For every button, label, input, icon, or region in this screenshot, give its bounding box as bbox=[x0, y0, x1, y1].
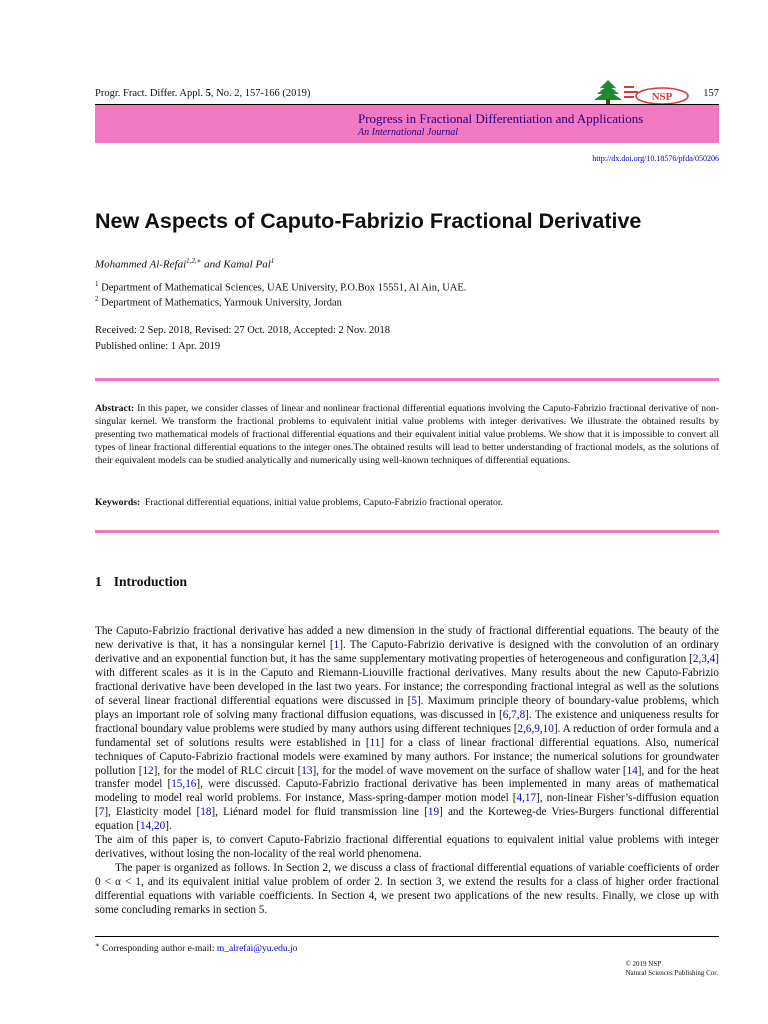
citation-link[interactable]: 14,20 bbox=[140, 820, 166, 833]
citation-link[interactable]: 11 bbox=[369, 736, 381, 749]
section-title: Introduction bbox=[113, 574, 188, 589]
author-name: Kamal Pal bbox=[223, 258, 271, 271]
affiliation: $^2$ Department of Mathematics, Yarmouk University, Jordan bbox=[95, 295, 342, 309]
author-marks: 1 bbox=[270, 257, 275, 265]
logo-text: NSP bbox=[651, 91, 673, 103]
paragraph: The aim of this paper is, to convert Caputo-Fabrizio fractional differential equations to equivalent initial value problems with integer derivatives, without losing the non-locality of the real world phenomena. bbox=[95, 834, 719, 861]
citation-link[interactable]: 1 bbox=[333, 638, 340, 651]
abstract-text: In this paper, we consider classes of linear and nonlinear fractional differential equations involving the Caputo-Fabrizio fractional derivative of non-singular kernel. We transform the fractional problems to equivalent initial value problems with integer derivatives. We illustrate the obtained results by presenting two mathematical models of fractional differential equations and their equivalent initial value problems. We show that it is impossible to convert all types of linear fractional differential equations to the integer ones.The obtained results will lead to better understanding of fractional models, as the solutions of their equivalent models can be studied analytically and numerically using well-known techniques of differential equations. bbox=[95, 403, 719, 467]
citation-link[interactable]: 18 bbox=[200, 806, 212, 819]
citation-link[interactable]: 13 bbox=[301, 764, 313, 777]
received-dates: Received: 2 Sep. 2018, Revised: 27 Oct. 2018, Accepted: 2 Nov. 2018 bbox=[95, 325, 391, 336]
page-number: 157 bbox=[703, 88, 719, 99]
author-name: Mohammed Al-Refai bbox=[95, 258, 187, 271]
copyright: © 2019 NSP Natural Sciences Publishing Cor. bbox=[625, 960, 718, 977]
volume-number: 5 bbox=[205, 88, 211, 99]
citation-link[interactable]: 14 bbox=[626, 764, 638, 777]
citation-link[interactable]: 19 bbox=[427, 806, 440, 819]
keywords bbox=[95, 497, 503, 508]
author-marks: 1,2,∗ bbox=[186, 257, 202, 265]
citation: Progr. Fract. Differ. Appl. 5, No. 2, 157-166 (2019) bbox=[95, 88, 311, 99]
section-heading bbox=[95, 574, 187, 590]
section-number: 1 bbox=[95, 574, 102, 589]
citation-link[interactable]: 7 bbox=[98, 806, 105, 819]
footnote: ∗ Corresponding author e-mail: m_alrefai@yu.edu.jo bbox=[95, 941, 298, 955]
abstract bbox=[95, 402, 719, 467]
published-date: Published online: 1 Apr. 2019 bbox=[95, 341, 221, 352]
citation-link[interactable]: 5 bbox=[411, 694, 417, 707]
doi-link[interactable]: http://dx.doi.org/10.18576/pfda/050206 bbox=[592, 154, 719, 163]
journal-subtitle: An International Journal bbox=[358, 127, 458, 138]
introduction-body bbox=[95, 625, 719, 918]
journal-title: Progress in Fractional Differentiation and Applications bbox=[358, 111, 644, 126]
pink-divider bbox=[95, 530, 719, 533]
authors: Mohammed Al-Refai$^{1,2,∗}$ and Kamal Pal$^1$ bbox=[95, 257, 275, 271]
citation-link[interactable]: 2,3,4 bbox=[692, 652, 716, 665]
paragraph: The paper is organized as follows. In Section 2, we discuss a class of fractional differential equations of variable coefficients of order 0 < α < 1, and its equivalent initial value problem of order 2. In section 3, we extend the results for a class of higher order fractional differential equations with variable coefficients. In Section 4, we present two applications of the new results. Finally, we close up with some concluding remarks in section 5. bbox=[95, 862, 719, 917]
paper-title: New Aspects of Caputo-Fabrizio Fractional Derivative bbox=[95, 209, 642, 233]
citation-link[interactable]: 6,7,8 bbox=[502, 708, 526, 721]
footnote-rule bbox=[95, 936, 719, 937]
abstract-label: Abstract: bbox=[95, 403, 135, 414]
citation-link[interactable]: 4,17 bbox=[516, 792, 537, 805]
email-link[interactable]: m_alrefai@yu.edu.jo bbox=[216, 944, 298, 955]
paragraph: The Caputo-Fabrizio fractional derivative has added a new dimension in the study of fractional differential equations. The beauty of the new derivative is that, it has a nonsingular kernel [1]. The Caputo-Fabrizio derivative is designed with the convolution of an ordinary derivative and an exponential function but, it has the same supplementary motivating properties of heterogeneous and configuration [2,3,4] with different scales as it is in the Caputo and Riemann-Liouville fractional derivatives. Many results about the new Caputo-Fabrizio fractional derivative have been developed in the last two years. For instance; the corresponding fractional integral as well as the solutions of several linear fractional differential equations were discussed in [5]. Maximum principle theory of boundary-value problems, which plays an important role of solving many fractional diffusion equations, was discussed in [6,7,8]. The existence and uniqueness results for fractional boundary value problems were studied by many authors using different techniques [2,6,9,10]. A reduction of order formula and a fundamental set of solutions results were established in [11] for a class of linear fractional differential equations. Also, numerical techniques of Caputo-Fabrizio fractional models were examined by many authors. For instance; the numerical solutions for groundwater pollution [12], for the model of RLC circuit [13], for the model of wave movement on the surface of shallow water [14], and for the heat transfer model [15,16], were discussed. Caputo-Fabrizio fractional derivative has been implemented in many areas of mathematical modeling to model real world problems. For instance, Mass-spring-damper motion model [4,17], non-linear Fisher’s-diffusion equation [7], Elasticity model [18], Liénard model for fluid transmission line [19] and the Korteweg-de Vries-Burgers functional differential equation [14,20]. bbox=[95, 625, 720, 833]
keywords-label: Keywords: bbox=[95, 497, 141, 508]
keywords-text: Fractional differential equations, initial value problems, Caputo-Fabrizio fractional operator. bbox=[145, 497, 503, 508]
affiliation: $^1$ Department of Mathematical Sciences, UAE University, P.O.Box 15551, Al Ain, UAE. bbox=[95, 280, 467, 294]
citation-link[interactable]: 15,16 bbox=[171, 778, 197, 791]
citation-link[interactable]: 2,6,9,10 bbox=[517, 722, 554, 735]
citation-link[interactable]: 12 bbox=[142, 764, 154, 777]
pink-divider bbox=[95, 378, 719, 381]
